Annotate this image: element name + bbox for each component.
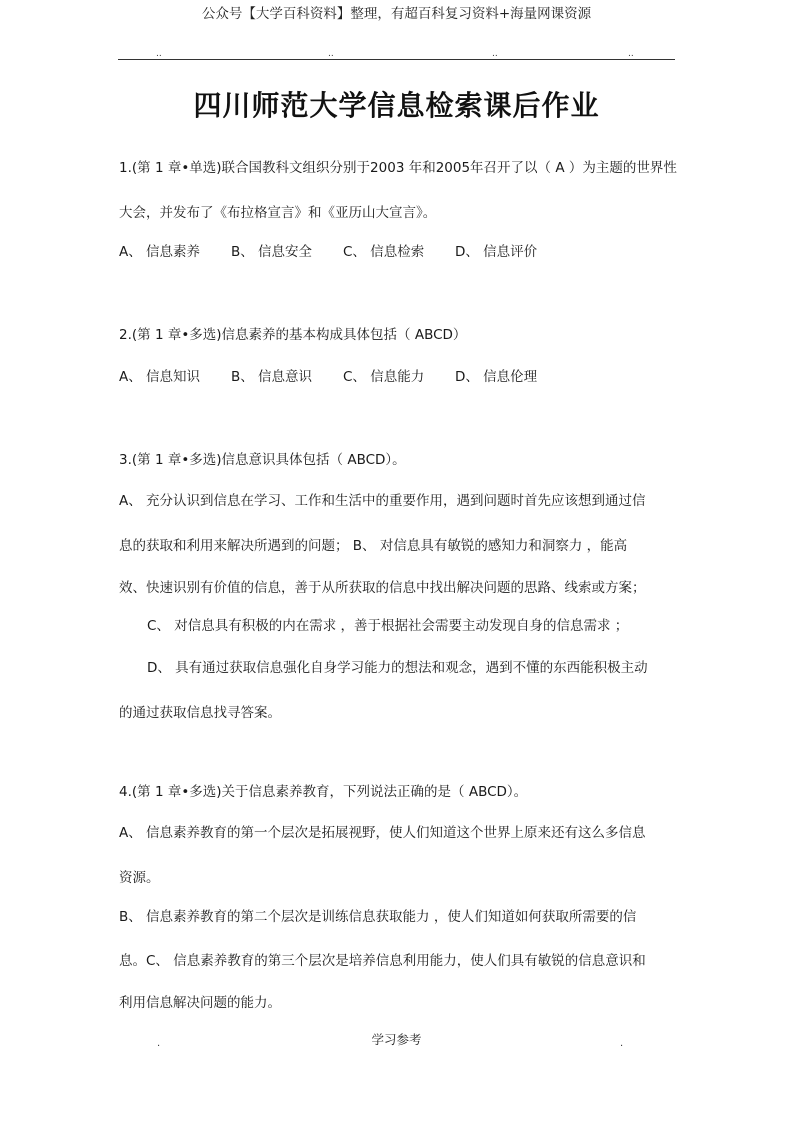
footer-dot-right: . [620, 1038, 624, 1049]
header-dot: .. [628, 49, 634, 59]
q2-line-1: 2.(第 1 章•多选)信息素养的基本构成具体包括（ ABCD） [119, 327, 467, 343]
q3-line-6: D、 具有通过获取信息强化自身学习能力的想法和观念，遇到不懂的东西能积极主动 [147, 660, 648, 676]
page-title: 四川师范大学信息检索课后作业 [193, 89, 600, 122]
q1-option-d: D、 信息评价 [455, 244, 538, 260]
q2-option-b: B、 信息意识 [231, 369, 313, 385]
header-dot: .. [156, 49, 162, 59]
q3-line-5: C、 对信息具有积极的内在需求 ，善于根据社会需要主动发现自身的信息需求 ； [147, 618, 629, 634]
q3-line-4: 效、快速识别有价值的信息，善于从所获取的信息中找出解决问题的思路、线索或方案； [119, 580, 646, 596]
q1-option-a: A、 信息素养 [119, 244, 201, 260]
footer-dot-left: . [157, 1038, 161, 1049]
q2-option-c: C、 信息能力 [343, 369, 425, 385]
q2-option-a: A、 信息知识 [119, 369, 201, 385]
footer-text: 学习参考 [371, 1032, 422, 1047]
q4-line-3: 资源。 [119, 870, 160, 886]
q4-line-1: 4.(第 1 章•多选)关于信息素养教育，下列说法正确的是（ ABCD）。 [119, 784, 528, 800]
q2-options [119, 365, 537, 385]
q4-line-5: 息。C、 信息素养教育的第三个层次是培养信息利用能力，使人们具有敏锐的信息意识和 [119, 953, 646, 969]
q3-line-2: A、 充分认识到信息在学习、工作和生活中的重要作用，遇到问题时首先应该想到通过信 [119, 493, 646, 509]
header-dot: .. [328, 49, 334, 59]
q1-options [119, 240, 537, 260]
q3-line-3: 息的获取和利用来解决所遇到的问题； B、 对信息具有敏锐的感知力和洞察力 ，能高 [119, 538, 628, 554]
q4-line-2: A、 信息素养教育的第一个层次是拓展视野，使人们知道这个世界上原来还有这么多信息 [119, 825, 646, 841]
q1-option-c: C、 信息检索 [343, 244, 425, 260]
q2-option-d: D、 信息伦理 [455, 369, 538, 385]
q1-line-2: 大会，并发布了《布拉格宣言》和《亚历山大宣言》。 [119, 205, 437, 221]
q4-line-4: B、 信息素养教育的第二个层次是训练信息获取能力 ，使人们知道如何获取所需要的信 [119, 909, 637, 925]
q1-option-b: B、 信息安全 [231, 244, 313, 260]
q3-line-1: 3.(第 1 章•多选)信息意识具体包括（ ABCD）。 [119, 452, 406, 468]
header-rule [118, 59, 675, 60]
header-dot: .. [492, 49, 498, 59]
q1-line-1: 1.(第 1 章•单选)联合国教科文组织分别于2003 年和2005年召开了以（ A ）为主题的世界性 [119, 160, 677, 176]
top-banner: 公众号【大学百科资料】整理，有超百科复习资料+海量网课资源 [201, 6, 592, 22]
q4-line-6: 利用信息解决问题的能力。 [119, 995, 281, 1011]
q3-line-7: 的通过获取信息找寻答案。 [119, 705, 281, 721]
